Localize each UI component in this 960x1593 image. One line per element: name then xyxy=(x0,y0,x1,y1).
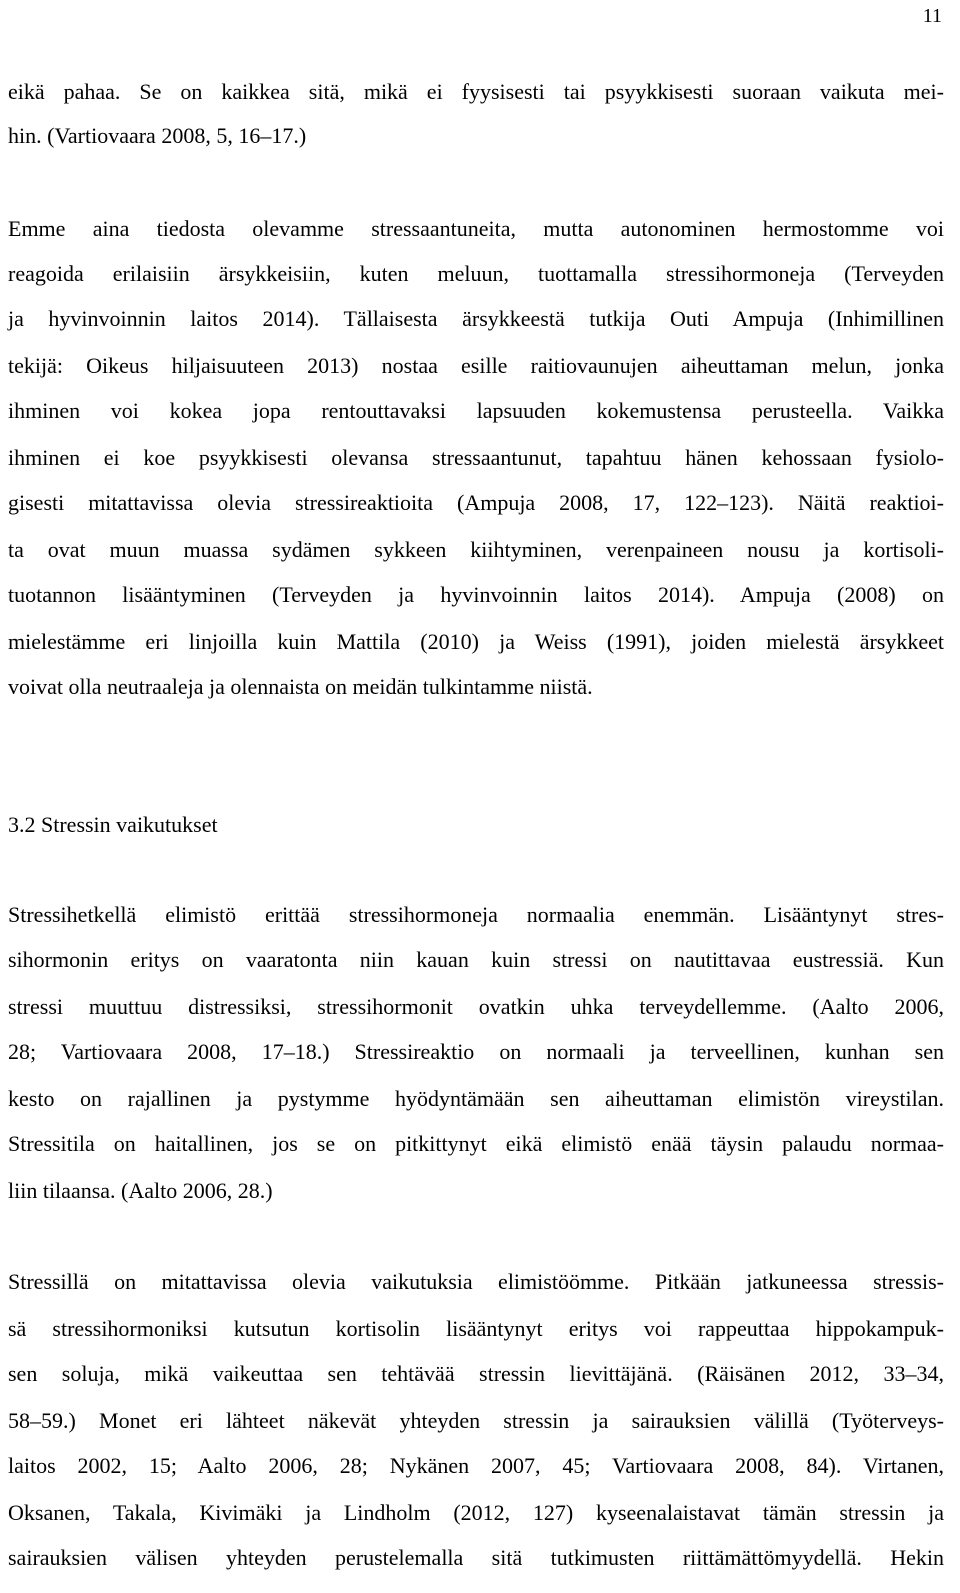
text-line: eikä pahaa. Se on kaikkea sitä, mikä ei fyysisesti tai psyykkisesti suoraan vaikuta mei- xyxy=(8,79,944,104)
text-line: sen soluja, mikä vaikeuttaa sen tehtävää stressin lievittäjänä. (Räisänen 2012, 33–34, xyxy=(8,1361,944,1386)
text-line: tekijä: Oikeus hiljaisuuteen 2013) nostaa esille raitiovaunujen aiheuttaman melun, jonka xyxy=(8,353,944,378)
text-line: reagoida erilaisiin ärsykkeisiin, kuten meluun, tuottamalla stressihormoneja (Terveyden xyxy=(8,261,944,286)
text-line: stressi muuttuu distressiksi, stressihormonit ovatkin uhka terveydellemme. (Aalto 2006, xyxy=(8,994,944,1019)
text-line: laitos 2002, 15; Aalto 2006, 28; Nykänen 2007, 45; Vartiovaara 2008, 84). Virtanen, xyxy=(8,1453,944,1478)
text-line: sairauksien välisen yhteyden perustelemalla sitä tutkimusten riittämättömyydellä. Hekin xyxy=(8,1545,944,1570)
text-line: ja hyvinvoinnin laitos 2014). Tällaisesta ärsykkeestä tutkija Outi Ampuja (Inhimillinen xyxy=(8,306,944,331)
text-line: ihminen voi kokea jopa rentouttavaksi lapsuuden kokemustensa perusteella. Vaikka xyxy=(8,398,944,423)
text-line: voivat olla neutraaleja ja olennaista on meidän tulkintamme niistä. xyxy=(8,674,593,699)
section-heading: 3.2 Stressin vaikutukset xyxy=(8,812,218,837)
text-line: Stressillä on mitattavissa olevia vaikutuksia elimistöömme. Pitkään jatkuneessa stressis- xyxy=(8,1269,944,1294)
text-line: 28; Vartiovaara 2008, 17–18.) Stressireaktio on normaali ja terveellinen, kunhan sen xyxy=(8,1039,944,1064)
text-line: mielestämme eri linjoilla kuin Mattila (2010) ja Weiss (1991), joiden mielestä ärsykkeet xyxy=(8,629,944,654)
text-line: kesto on rajallinen ja pystymme hyödyntämään sen aiheuttaman elimistön vireystilan. xyxy=(8,1086,944,1111)
text-line: hin. (Vartiovaara 2008, 5, 16–17.) xyxy=(8,123,307,148)
text-line: ta ovat muun muassa sydämen sykkeen kiihtyminen, verenpaineen nousu ja kortisoli- xyxy=(8,537,944,562)
text-line: Emme aina tiedosta olevamme stressaantuneita, mutta autonominen hermostomme voi xyxy=(8,216,944,241)
text-line: Oksanen, Takala, Kivimäki ja Lindholm (2012, 127) kyseenalaistavat tämän stressin ja xyxy=(8,1500,944,1525)
text-line: gisesti mitattavissa olevia stressireaktioita (Ampuja 2008, 17, 122–123). Näitä reaktioi- xyxy=(8,490,944,515)
text-line: sihormonin eritys on vaaratonta niin kauan kuin stressi on nautittavaa eustressiä. Kun xyxy=(8,947,944,972)
text-line: tuotannon lisääntyminen (Terveyden ja hyvinvoinnin laitos 2014). Ampuja (2008) on xyxy=(8,582,944,607)
text-line: Stressihetkellä elimistö erittää stressihormoneja normaalia enemmän. Lisääntynyt stres- xyxy=(8,902,944,927)
page-number: 11 xyxy=(922,5,942,27)
text-line: 58–59.) Monet eri lähteet näkevät yhteyden stressin ja sairauksien välillä (Työterveys- xyxy=(8,1408,944,1433)
text-line: liin tilaansa. (Aalto 2006, 28.) xyxy=(8,1178,273,1203)
text-line: ihminen ei koe psyykkisesti olevansa stressaantunut, tapahtuu hänen kehossaan fysiolo- xyxy=(8,445,944,470)
text-line: sä stressihormoniksi kutsutun kortisolin lisääntynyt eritys voi rappeuttaa hippokampuk- xyxy=(8,1316,944,1341)
text-line: Stressitila on haitallinen, jos se on pitkittynyt eikä elimistö enää täysin palaudu normaa- xyxy=(8,1131,944,1156)
